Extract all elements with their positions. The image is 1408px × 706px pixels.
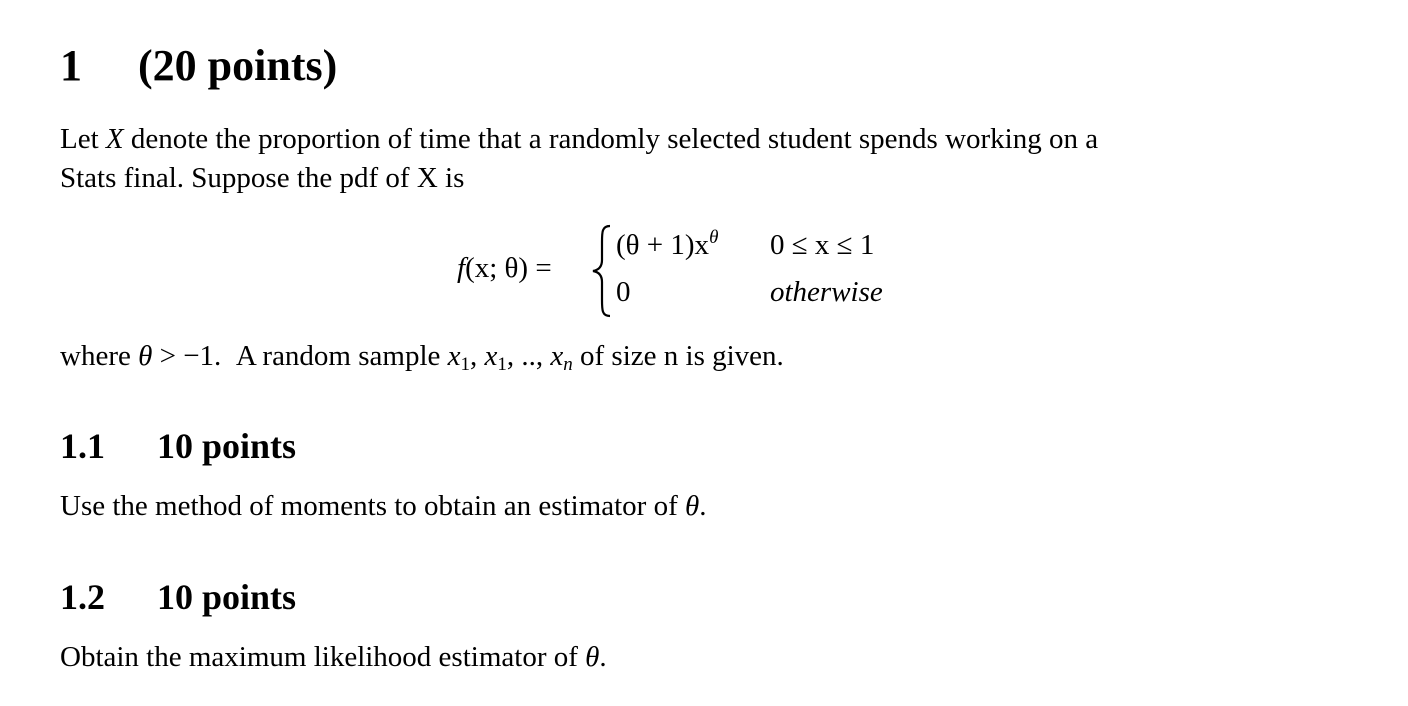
subsection-2-title: 10 points	[157, 577, 297, 617]
case-1-expression	[616, 229, 718, 262]
function-symbol: f	[457, 252, 466, 284]
inequality: > −1.	[152, 340, 222, 372]
subscript-1: 1	[497, 354, 507, 375]
left-brace	[590, 222, 614, 320]
sample-xn: x	[550, 340, 564, 372]
intro-line-1	[60, 123, 1098, 156]
case-1-base: (θ + 1)x	[616, 229, 710, 261]
section-title: (20 points)	[138, 41, 338, 90]
ellipsis: , ..,	[506, 340, 551, 372]
intro-text: Let	[60, 123, 106, 155]
intro-line-2: Stats final. Suppose the pdf of X is	[60, 162, 465, 194]
theta-symbol: θ	[685, 490, 700, 522]
case-2-condition: otherwise	[770, 276, 883, 308]
period: .	[699, 490, 707, 522]
variable-x: X	[105, 123, 124, 155]
case-2-expression: 0	[616, 276, 631, 308]
case-1-condition: 0 ≤ x ≤ 1	[770, 229, 875, 261]
body-text: Use the method of moments to obtain an estimator of	[60, 490, 685, 522]
subsection-2-number: 1.2	[60, 577, 105, 617]
subscript-n: n	[563, 354, 573, 375]
condition-line	[60, 340, 784, 373]
equation-lhs	[457, 252, 552, 285]
case-1-exponent: θ	[709, 227, 719, 248]
subsection-2-body	[60, 641, 607, 674]
section-number: 1	[60, 41, 82, 90]
separator: ,	[470, 340, 485, 372]
subsection-1-number: 1.1	[60, 426, 105, 466]
sample-x1: x	[447, 340, 461, 372]
period: .	[599, 641, 607, 673]
condition-text: A random sample	[221, 340, 448, 372]
theta-symbol: θ	[585, 641, 600, 673]
subsection-1-title: 10 points	[157, 426, 297, 466]
subsection-1-body	[60, 490, 707, 523]
function-args: (x; θ) =	[465, 252, 552, 284]
condition-text: of size n is given.	[572, 340, 784, 372]
condition-text: where	[60, 340, 139, 372]
intro-text: denote the proportion of time that a randomly selected student spends working on a	[123, 123, 1099, 155]
theta-symbol: θ	[138, 340, 153, 372]
sample-x2: x	[484, 340, 498, 372]
subscript-1: 1	[460, 354, 471, 375]
body-text: Obtain the maximum likelihood estimator of	[60, 641, 586, 673]
